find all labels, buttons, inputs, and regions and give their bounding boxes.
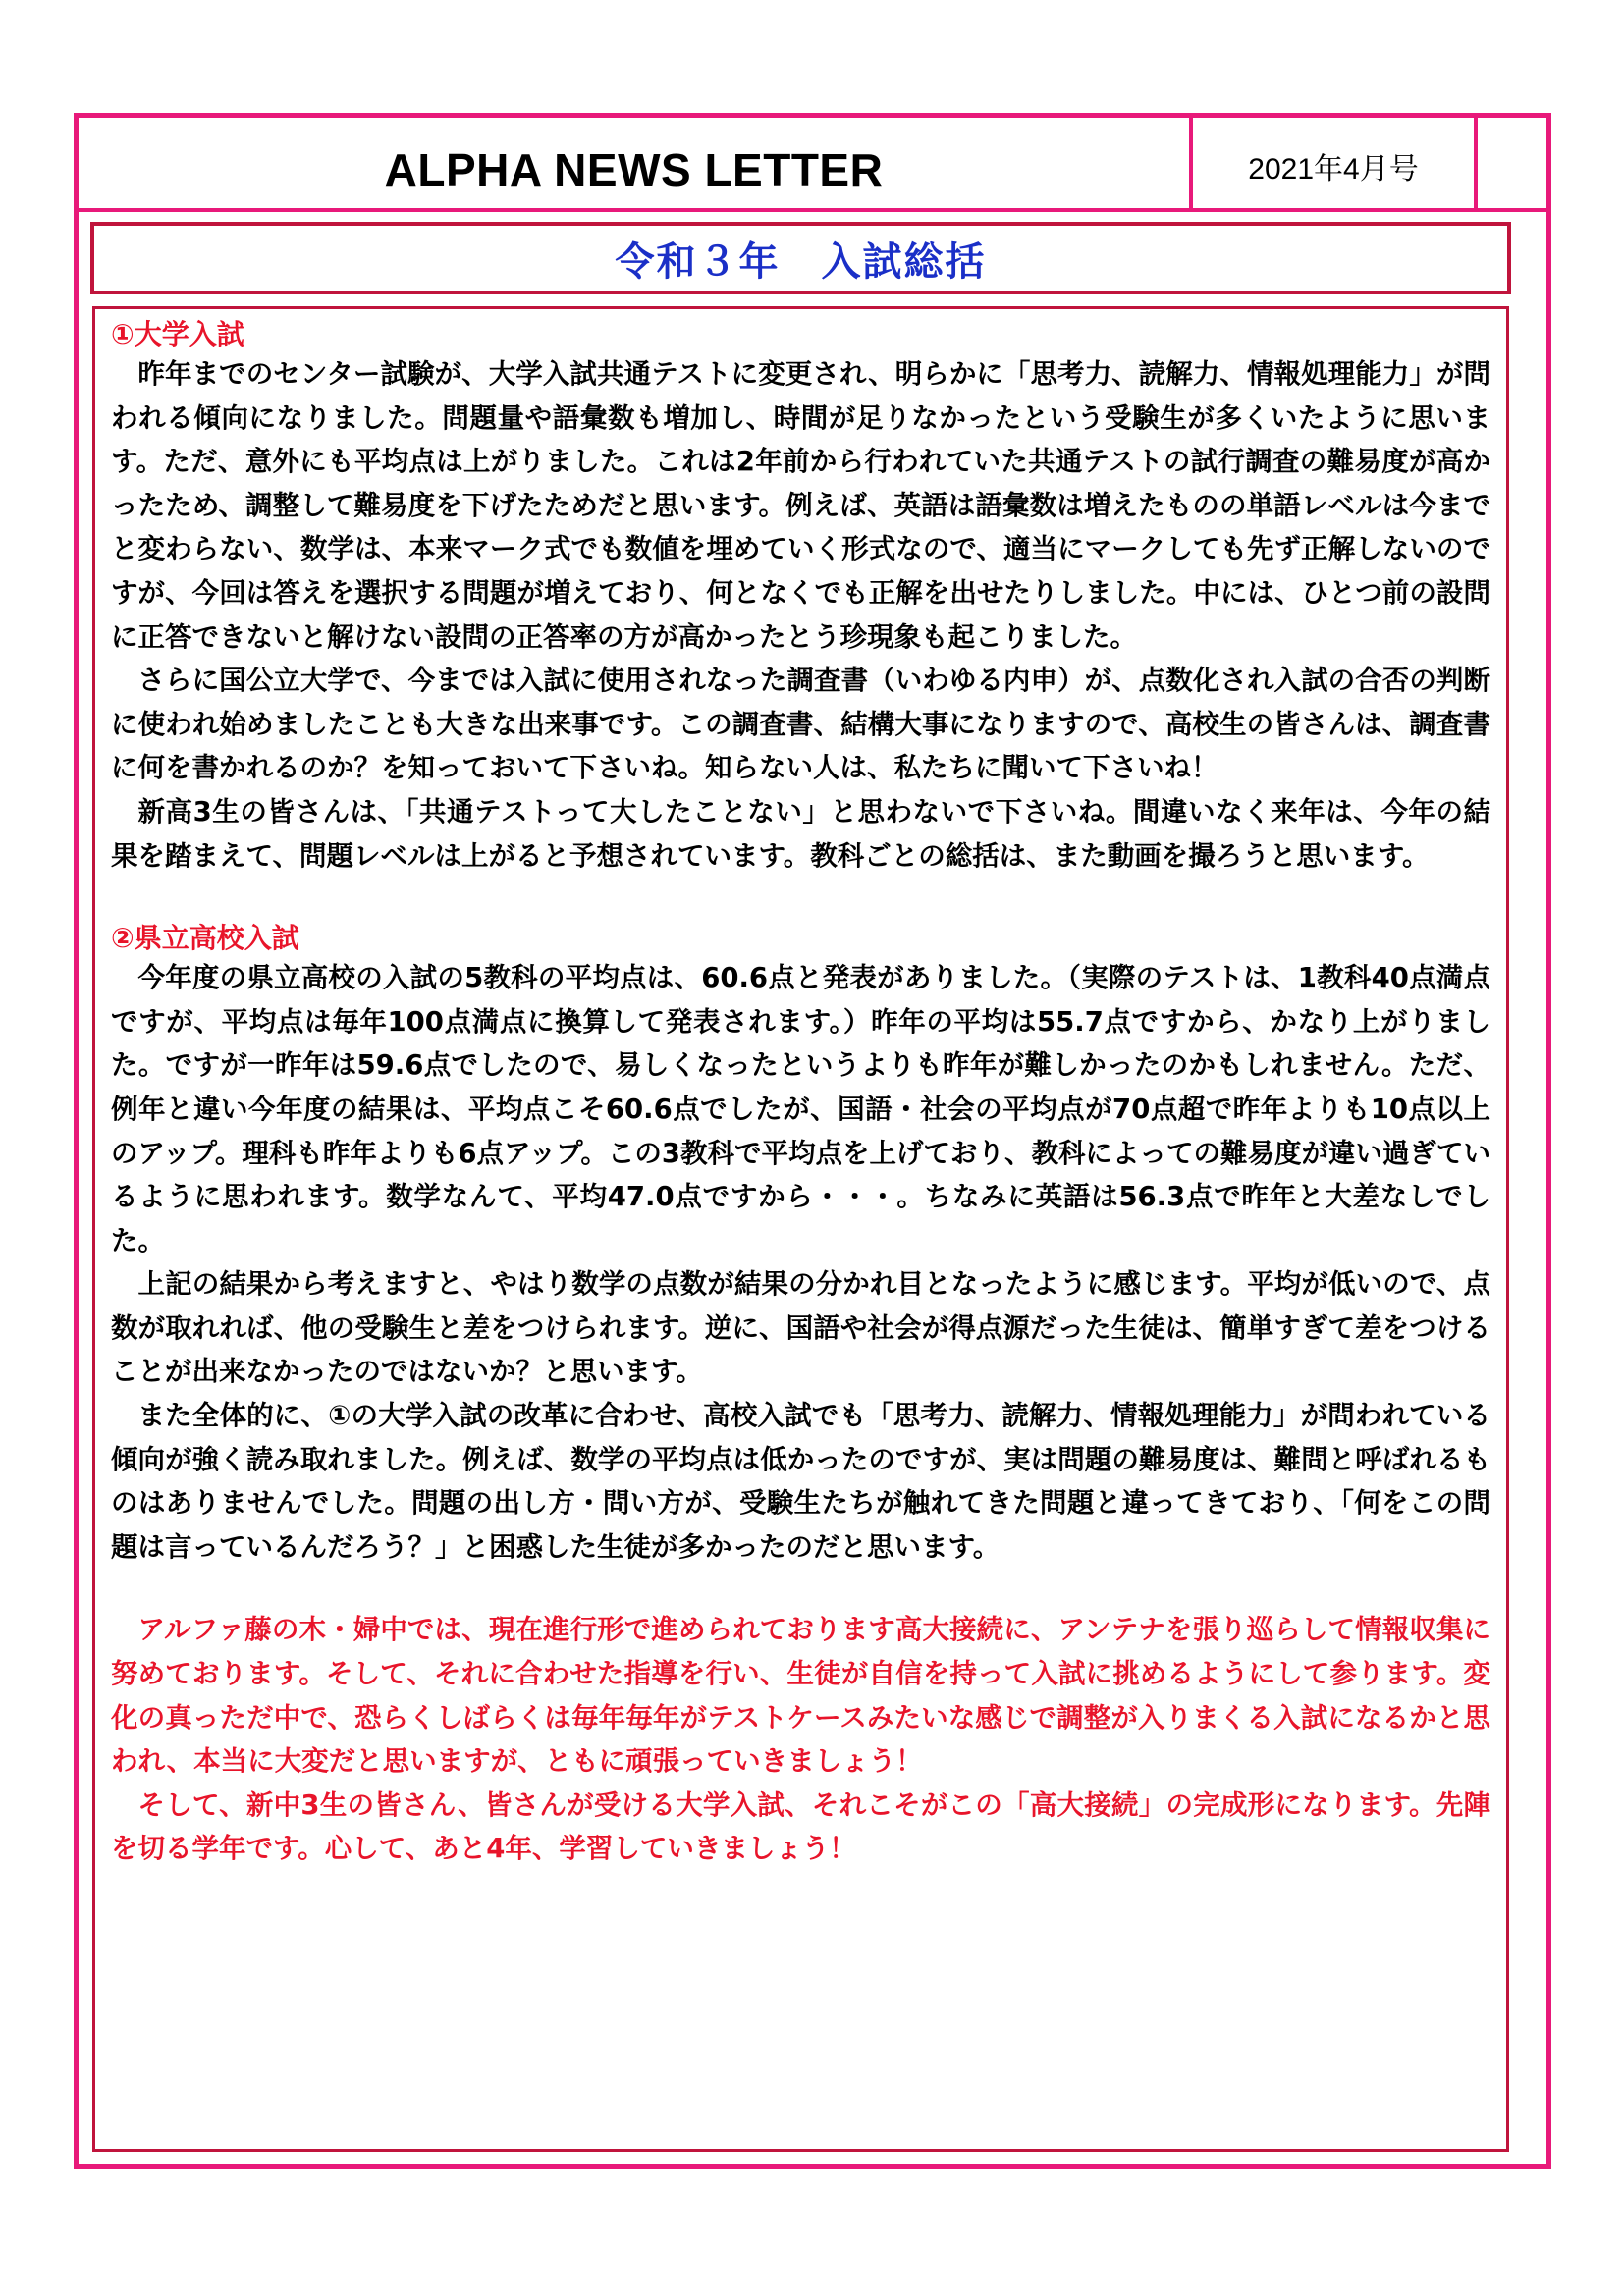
- closing-paragraph-1: アルファ藤の木・婦中では、現在進行形で進められております高大接続に、アンテナを張り巡らして情報収集に努めております。そして、それに合わせた指導を行い、生徒が自信を持って入試に挑めるようにして参ります。変化の真っただ中で、恐らくしばらくは毎年毎年がテストケースみたいな感じで調整が入りまくる入試になるかと思われ、本当に大変だと思いますが、ともに頑張っていきましょう！: [111, 1614, 1490, 1778]
- newsletter-title: ALPHA NEWS LETTER: [79, 118, 1193, 208]
- university-exam-paragraph-2: さらに国公立大学で、今までは入試に使用されなった調査書（いわゆる内申）が、点数化され入試の合否の判断に使われ始めましたことも大きな出来事です。この調査書、結構大事になりますので、高校生の皆さんは、調査書に何を書かれるのか？を知っておいて下さいね。知らない人は、私たちに聞いて下さいね！: [111, 665, 1490, 784]
- issue-date: 2021年4月号: [1193, 118, 1478, 208]
- newsletter-frame: [74, 113, 1551, 2169]
- section-spacer: [111, 878, 1490, 921]
- section-banner: [90, 222, 1511, 294]
- prefectural-exam-paragraph-2: 上記の結果から考えますと、やはり数学の点数が結果の分かれ目となったように感じます。平均が低いので、点数が取れれば、他の受験生と差をつけられます。逆に、国語や社会が得点源だった生徒は、簡単すぎて差をつけることが出来なかったのではないか？と思います。: [111, 1268, 1490, 1388]
- prefectural-exam-paragraph-3: また全体的に、①の大学入試の改革に合わせ、高校入試でも「思考力、読解力、情報処理能力」が問われている傾向が強く読み取れました。例えば、数学の平均点は低かったのですが、実は問題の難易度は、難問と呼ばれるものはありませんでした。問題の出し方・問い方が、受験生たちが触れてきた問題と違ってきており、「何をこの問題は言っているんだろう？」と困惑した生徒が多かったのだと思います。: [111, 1400, 1490, 1563]
- banner-title: 令和３年 入試総括: [615, 239, 987, 285]
- university-exam-paragraph-1: 昨年までのセンター試験が、大学入試共通テストに変更され、明らかに「思考力、読解力、情報処理能力」が問われる傾向になりました。問題量や語彙数も増加し、時間が足りなかったという受験生が多くいたように思います。ただ、意外にも平均点は上がりました。これは2年前から行われていた共通テストの試行調査の難易度が高かったため、調整して難易度を下げたためだと思います。例えば、英語は語彙数は増えたものの単語レベルは今までと変わらない、数学は、本来マーク式でも数値を埋めていく形式なので、適当にマークしても先ず正解しないのですが、今回は答えを選択する問題が増えており、何となくでも正解を出せたりしました。中には、ひとつ前の設問に正答できないと解けない設問の正答率の方が高かったとう珍現象も起こりました。: [111, 358, 1490, 653]
- article-body: [92, 306, 1509, 2152]
- closing-paragraph-2: そして、新中3生の皆さん、皆さんが受ける大学入試、それこそがこの「高大接続」の完成形になります。先陣を切る学年です。心して、あと4年、学習していきましょう！: [111, 1789, 1490, 1865]
- newsletter-header: [79, 118, 1546, 212]
- university-exam-paragraph-3: 新高3生の皆さんは、「共通テストって大したことない」と思わないで下さいね。間違いなく来年は、今年の結果を踏まえて、問題レベルは上がると予想されています。教科ごとの総括は、また動画を撮ろうと思います。: [111, 795, 1490, 872]
- prefectural-exam-heading: ②県立高校入試: [111, 922, 299, 955]
- section-spacer: [111, 1569, 1490, 1608]
- prefectural-exam-paragraph-1: 今年度の県立高校の入試の5教科の平均点は、60.6点と発表がありました。（実際のテストは、1教科40点満点ですが、平均点は毎年100点満点に換算して発表されます。）昨年の平均は55.7点ですから、かなり上がりました。ですが一昨年は59.6点でしたので、易しくなったというよりも昨年が難しかったのかもしれません。ただ、例年と違い今年度の結果は、平均点こそ60.6点でしたが、国語・社会の平均点が70点超で昨年よりも10点以上のアップ。理科も昨年よりも6点アップ。この3教科で平均点を上げており、教科によっての難易度が違い過ぎているように思われます。数学なんて、平均47.0点ですから・・・。ちなみに英語は56.3点で昨年と大差なしでした。: [111, 962, 1491, 1256]
- university-exam-heading: ①大学入試: [111, 318, 244, 350]
